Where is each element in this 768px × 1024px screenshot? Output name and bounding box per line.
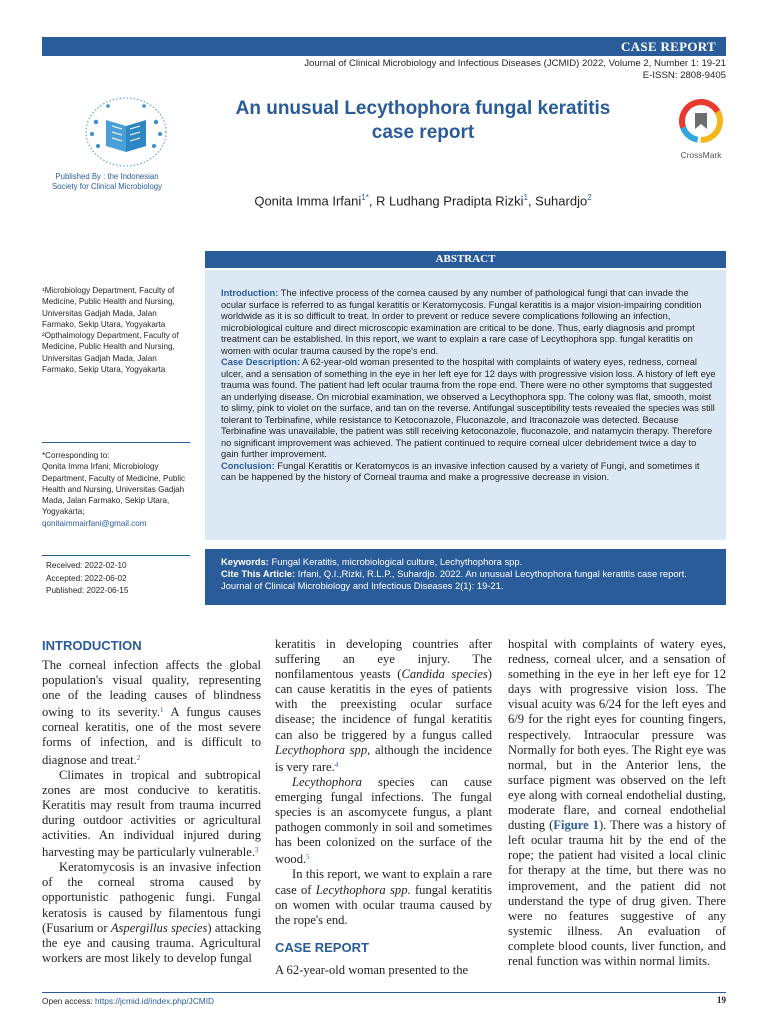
affiliation-1: ¹Microbiology Department, Faculty of Medicine, Public Health and Nursing, Universitas Gadjah Mada, Jalan Farmako, Sekip Utara, Yogyakarta bbox=[42, 286, 175, 329]
author-affiliation-mark: 1 bbox=[523, 193, 528, 202]
crossmark-label: CrossMark bbox=[680, 150, 722, 160]
abstract-conclusion-label: Conclusion: bbox=[221, 460, 275, 471]
cite-label: Cite This Article: bbox=[221, 568, 296, 579]
keywords-body bbox=[221, 556, 716, 592]
cite-text: Irfani, Q.I.,Rizki, R.L.P., Suhardjo. 2022. An unusual Lecythophora fungal keratitis case report. Journal of Clinical Microbiology and Infectious Diseases 2(1): 19-21. bbox=[221, 568, 687, 591]
author-name: , R Ludhang Pradipta Rizki bbox=[368, 193, 524, 209]
corresponding-label: *Corresponding to: bbox=[42, 451, 110, 460]
crossmark-icon bbox=[679, 99, 723, 143]
divider bbox=[42, 442, 190, 443]
author-affiliation-mark: 2 bbox=[587, 193, 592, 202]
footer-divider bbox=[42, 992, 726, 993]
abstract-heading: ABSTRACT bbox=[205, 251, 726, 268]
introduction-heading: INTRODUCTION bbox=[42, 638, 142, 653]
corresponding-email[interactable]: qonitaimmairfani@gmail.com bbox=[42, 518, 147, 528]
author-affiliation-mark: 1* bbox=[361, 193, 369, 202]
publisher-credit: Published By : the Indonesian Society for Clinical Microbiology bbox=[51, 172, 163, 191]
body-column-1: The corneal infection affects the global population's visual quality, representing one of the leading causes of blindness owing to its severity.$^1$ A fungus causes corneal keratitis, one of the most severe forms of infection, and is difficult to diagnose and treat.$^2$ Climates in tropical and subtropical zones are most conducive to keratitis. Keratitis may result from trauma incurred during outdoor activities or agricultural activities. An individual injured during harvesting may be particularly vulnerable.$^3$ Keratomycosis is an invasive infection of the corneal stroma caused by opportunistic pathogenic fungi. Fungal keratosis is caused by filamentous fungi (Fusarium or Aspergillus species) attacking the eye and causing trauma. Agricultural workers are most likely to develop fungal bbox=[42, 658, 262, 965]
keywords-label: Keywords: bbox=[221, 556, 269, 567]
abstract-body bbox=[221, 288, 716, 484]
affiliations bbox=[42, 285, 192, 375]
abstract-intro-label: Introduction: bbox=[221, 288, 279, 298]
open-access-label: Open access: bbox=[42, 996, 96, 1006]
abstract-case-text: A 62-year-old woman presented to the hospital with complaints of watery eyes, redness, corneal ulcer, and a sensation of something in the eye in her left eye for 12 days with progressive vision loss. A history of left eye trauma was found. The patient had left ocular trauma from the rope end. There were no other symptoms that suggested an underlying disease. On microbial examination, we observed a Lecythophora spp. The colony was flat, smooth, moist to slimy, pink to violet on the surface, and tan on the reverse. Antifungal susceptibility tests revealed the species was still tolerant to Terbinafine, while resistance to Ketoconazole, Fluconazole, and Itraconazole was detected. Because Terbinafine was unavailable, the patient was still receiving ketoconazole, fluconazole, and natamycin therapy. Therefore no significant improvement was achieved. The patient continued to require corneal ulcer debridement twice a day to gain further improvement. bbox=[221, 357, 716, 459]
author-name: Qonita Imma Irfani bbox=[254, 193, 362, 209]
corresponding-author bbox=[42, 450, 192, 529]
figure-1-link[interactable]: Figure 1 bbox=[553, 818, 599, 833]
society-logo bbox=[78, 92, 174, 170]
body-column-2: keratitis in developing countries after suffering an eye injury. The nonfilamentous yeasts (Candida species) can cause keratitis in the eyes of patients with the preexisting ocular surface disease; the incidence of fungal keratitis can also be triggered by a fungus called Lecythophora spp, although the incidence is very rare.$^4$ Lecythophora species can cause emerging fungal infections. The fungal species is an ascomycete fungus, a plant pathogen commonly in soil and sometimes has been colonized on the surface of the wood.$^5$ In this report, we want to explain a rare case of Lecythophora spp. fungal keratitis on women with ocular trauma caused by the rope's end. CASE REPORT A 62-year-old woman presented to the bbox=[275, 637, 493, 977]
footer bbox=[42, 996, 214, 1006]
author-name: , Suhardjo bbox=[527, 193, 588, 209]
author-list bbox=[215, 193, 631, 208]
body-column-3: hospital with complaints of watery eyes, redness, corneal ulcer, and a sensation of something in the eye in her left eye for 12 days with progressive vision loss. The visual acuity was 6/24 for the left eyes and 6/9 for the right eyes for counting fingers, respectively. Intraocular pressure was Normally for both eyes. The Right eye was normal, but in the Anterior lens, the surface pigment was observed on the left eye along with corneal endothelial dusting, moderate flare, and corneal endothelial dusting (Figure 1). There was a history of left ocular trauma hit by the end of the rope; the patient had visited a local clinic for therapy at the time, but there was no improvement, and the patient did not understand the type of drug given. There were no features suggestive of any systemic illness. An evaluation of complete blood counts, liver function, and renal function was within normal limits. bbox=[508, 637, 726, 968]
case-report-banner bbox=[42, 37, 726, 56]
banner-label: CASE REPORT bbox=[621, 39, 716, 54]
divider bbox=[42, 555, 190, 556]
corresponding-details: Qonita Imma Irfani; Microbiology Department, Faculty of Medicine, Public Health and Nursing, Universitas Gadjah Mada, Jalan Farmako, Sekip Utara, Yogyakarta; bbox=[42, 462, 186, 517]
keywords-text: Fungal Keratitis, microbiological culture, Lechythophora spp. bbox=[268, 556, 523, 567]
journal-url-link[interactable]: https://jcmid.id/index.php/JCMID bbox=[95, 996, 215, 1006]
article-dates bbox=[46, 560, 196, 598]
case-report-heading: CASE REPORT bbox=[275, 939, 369, 955]
abstract-case-label: Case Description: bbox=[221, 357, 301, 367]
page-number: 19 bbox=[717, 995, 726, 1005]
affiliation-2: ²Opthalmology Department, Faculty of Medicine, Public Health and Nursing, Universitas Gadjah Mada, Jalan Farmako, Sekip Utara, Yogyakarta bbox=[42, 331, 179, 375]
published-date: Published: 2022-06-15 bbox=[46, 586, 129, 596]
article-title: An unusual Lecythophora fungal keratitis case report bbox=[235, 98, 611, 143]
journal-citation: Journal of Clinical Microbiology and Infectious Diseases (JCMID) 2022, Volume 2, Number 1: 19-21 bbox=[304, 58, 726, 69]
journal-info bbox=[166, 58, 726, 81]
journal-issn: E-ISSN: 2808-9405 bbox=[642, 69, 726, 81]
crossmark-badge[interactable] bbox=[674, 99, 728, 163]
abstract-conclusion-text: Fungal Keratitis or Keratomycos is an invasive infection caused by a variety of Fungi, and sometimes it can be happened by the history of Corneal trauma and make a progressive decrease in vision. bbox=[221, 460, 700, 482]
received-date: Received: 2022-02-10 bbox=[46, 561, 127, 570]
abstract-intro-text: The infective process of the cornea caused by any number of pathological fungi that can invade the ocular surface is referred to as fungal keratitis or Keratomycosis. Fungal keratitis is a major vision-impairing condition worldwide as it is so difficult to treat. In order to prevent or reduce severe complications following an infection, microbiological culture and direct microscopic examination are critical to be done. Thus, early diagnosis and prompt treatment can be established. In this report, we want to explain a rare case of Lecythophora spp. fungal keratitis on women with ocular trauma caused by the rope's end. bbox=[221, 288, 702, 356]
accepted-date: Accepted: 2022-06-02 bbox=[46, 573, 127, 583]
